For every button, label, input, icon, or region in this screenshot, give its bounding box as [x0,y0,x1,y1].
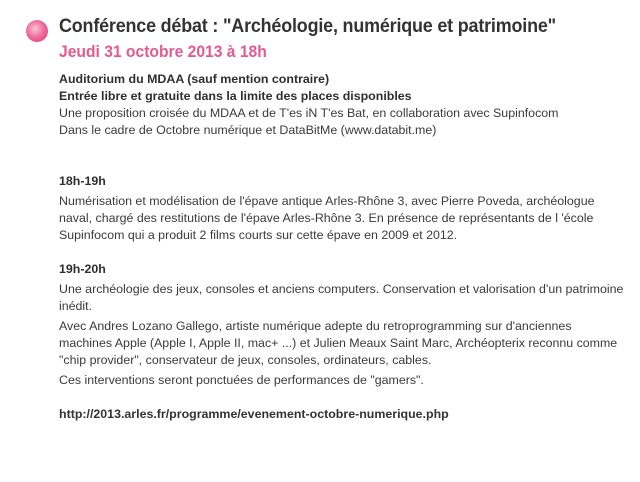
event-url-link[interactable]: http://2013.arles.fr/programme/evenement-octobre-numerique.php [59,407,449,421]
session-time: 19h-20h [59,262,106,276]
entry-info: Entrée libre et gratuite dans la limite des places disponibles [59,89,412,103]
proposal: Une proposition croisée du MDAA et de T'es iN T'es Bat, en collaboration avec Supinfocom [59,106,559,120]
event-date: Jeudi 31 octobre 2013 à 18h [59,42,267,61]
context: Dans le cadre de Octobre numérique et DataBitMe (www.databit.me) [59,123,437,137]
session-paragraph: Avec Andres Lozano Gallego, artiste numérique adepte du retroprogramming sur d'anciennes machines Apple (Apple I, Apple II, mac+ ...) et Julien Meaux Saint Marc, Archéopterix reconnu comme "chip provider", conservateur de jeux, consoles, ordinateurs, cables. [59,319,618,367]
session-time: 18h-19h [59,174,106,188]
event-title: Conférence débat : "Archéologie, numérique et patrimoine" [59,15,556,37]
session-paragraph: Numérisation et modélisation de l'épave antique Arles-Rhône 3, avec Pierre Poveda, archéologue naval, chargé des restitutions de l'épave Arles-Rhône 3. En présence de représentants de l 'école Supinfocom qui a produit 2 films courts sur cette épave en 2009 et 2012. [59,194,595,242]
pink-bullet-icon [26,20,48,42]
session-paragraph: Une archéologie des jeux, consoles et anciens computers. Conservation et valorisation d'un patrimoine inédit. [59,282,624,313]
session-paragraph: Ces interventions seront ponctuées de performances de "gamers". [59,373,424,387]
venue: Auditorium du MDAA (sauf mention contraire) [59,72,330,86]
event-details [59,71,625,423]
